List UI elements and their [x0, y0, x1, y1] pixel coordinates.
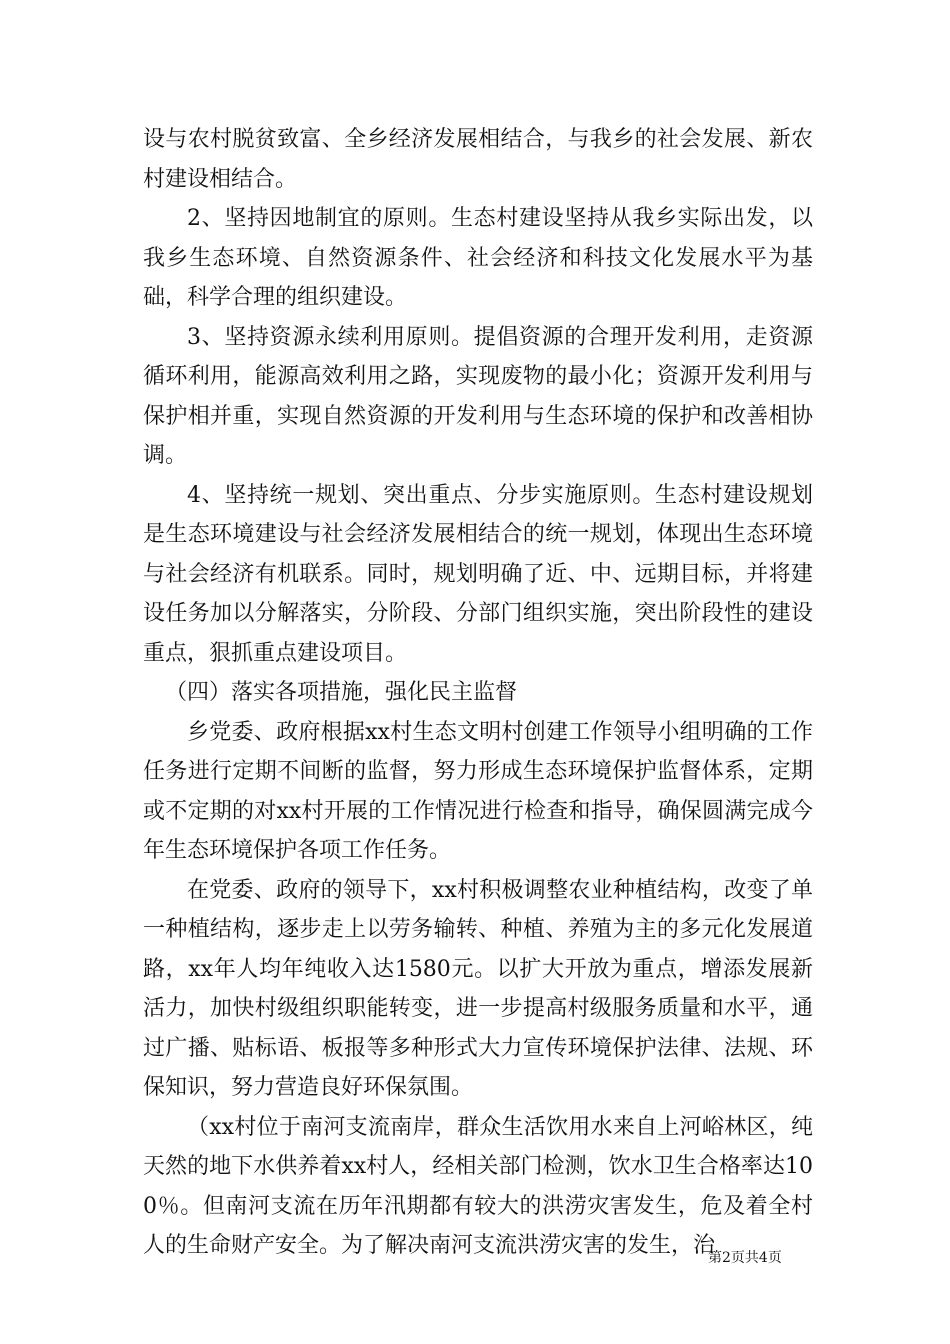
page-number-footer: 第2页共4页: [708, 1250, 782, 1266]
paragraph-continuation: 设与农村脱贫致富、全乡经济发展相结合，与我乡的社会发展、新农村建设相结合。: [143, 127, 813, 192]
paragraph-supervision: 乡党委、政府根据xx村生态文明村创建工作领导小组明确的工作任务进行定期不间断的监督，努力形成生态环境保护监督体系，定期或不定期的对xx村开展的工作情况进行检查和指导，确保圆满完成今年生态环境保护各项工作任务。: [143, 719, 813, 863]
paragraph-principle-3: 3、坚持资源永续利用原则。提倡资源的合理开发利用，走资源循环利用，能源高效利用之路，实现废物的最小化；资源开发利用与保护相并重，实现自然资源的开发利用与生态环境的保护和改善相协调。: [143, 324, 813, 468]
paragraph-principle-4: 4、坚持统一规划、突出重点、分步实施原则。生态村建设规划是生态环境建设与社会经济发展相结合的统一规划，体现出生态环境与社会经济有机联系。同时，规划明确了近、中、远期目标，并将建设任务加以分解落实，分阶段、分部门组织实施，突出阶段性的建设重点，狠抓重点建设项目。: [143, 482, 813, 666]
section-heading-4: （四）落实各项措施，强化民主监督: [165, 680, 518, 705]
paragraph-water-supply: （xx村位于南河支流南岸，群众生活饮用水来自上河峪林区，纯天然的地下水供养着xx村人，经相关部门检测，饮水卫生合格率达100％。但南河支流在历年汛期都有较大的洪涝灾害发生，危及着全村人的生命财产安全。为了解决南河支流洪涝灾害的发生，治: [143, 1114, 813, 1258]
paragraph-principle-2: 2、坚持因地制宜的原则。生态村建设坚持从我乡实际出发，以我乡生态环境、自然资源条件、社会经济和科技文化发展水平为基础，科学合理的组织建设。: [143, 206, 813, 310]
paragraph-village-development: 在党委、政府的领导下，xx村积极调整农业种植结构，改变了单一种植结构，逐步走上以劳务输转、种植、养殖为主的多元化发展道路，xx年人均年纯收入达1580元。以扩大开放为重点，增添发展新活力，加快村级组织职能转变，进一步提高村级服务质量和水平，通过广播、贴标语、板报等多种形式大力宣传环境保护法律、法规、环保知识，努力营造良好环保氛围。: [143, 877, 813, 1100]
body-text: [143, 120, 813, 1266]
